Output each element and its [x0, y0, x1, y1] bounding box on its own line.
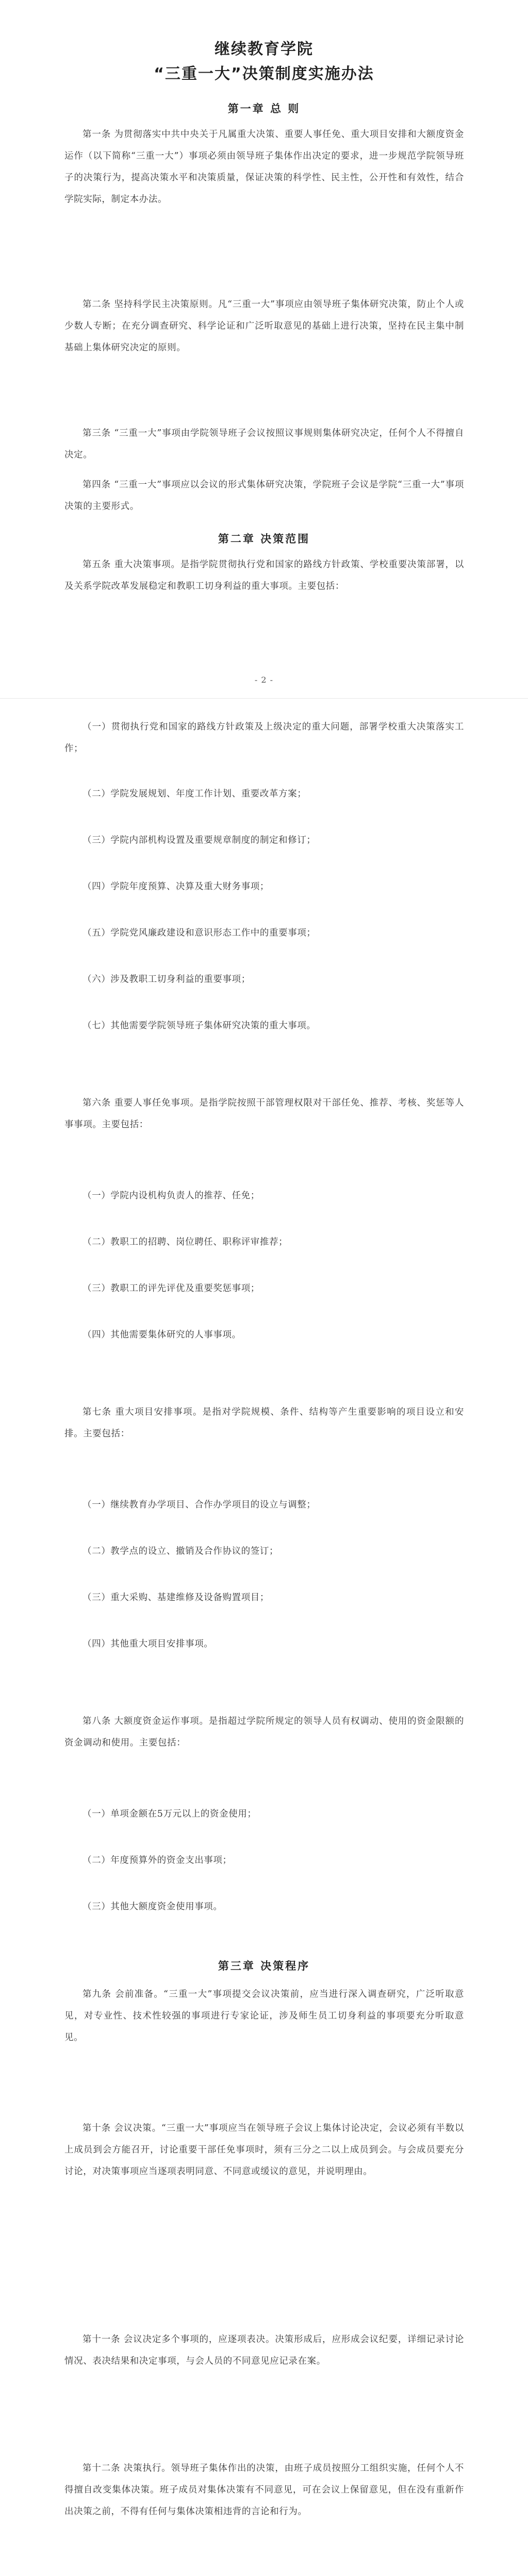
paragraph: （四）其他重大项目安排事项。 [82, 1639, 213, 1649]
paragraph: （一）继续教育办学项目、合作办学项目的设立与调整； [82, 1500, 316, 1510]
paragraph: （二）教职工的招聘、岗位聘任、职称评审推荐； [82, 1237, 288, 1247]
paragraph: （三）学院内部机构设置及重要规章制度的制定和修订； [82, 835, 316, 845]
title-line-1: 继续教育学院 [214, 40, 314, 58]
paragraph: 第十一条 会议决定多个事项的，应逐项表决。决策形成后，应形成会议纪要，详细记录讨论情况、表决结果和决定事项，与会人员的不同意见应记录在案。 [64, 2334, 464, 2366]
paragraph: （四）学院年度预算、决算及重大财务事项； [82, 882, 269, 892]
paragraph: 第九条 会前准备。“三重一大”事项提交会议决策前，应当进行深入调查研究，广泛听取意见，对专业性、技术性较强的事项进行专家论证，涉及师生员工切身利益的事项要充分听取意见。 [64, 1989, 464, 2043]
title-line-2: “三重一大”决策制度实施办法 [154, 65, 374, 83]
paragraph: 第三条 “三重一大”事项由学院领导班子会议按照议事规则集体研究决定，任何个人不得擅自决定。 [64, 428, 464, 460]
paragraph: 第二条 坚持科学民主决策原则。凡“三重一大”事项应由领导班子集体研究决策，防止个人或少数人专断；在充分调查研究、科学论证和广泛听取意见的基础上进行决策，坚持在民主集中制基础上集体研究决定的原则。 [64, 299, 464, 353]
paragraph: （四）其他需要集体研究的人事事项。 [82, 1330, 241, 1340]
page-number: - 2 - [254, 675, 274, 685]
chapter-1-heading: 第一章 总 则 [227, 103, 301, 115]
paragraph: （一）贯彻执行党和国家的路线方针政策及上级决定的重大问题，部署学校重大决策落实工作； [64, 722, 464, 754]
paragraph: （三）重大采购、基建维修及设备购置项目； [82, 1592, 269, 1603]
paragraph: 第六条 重要人事任免事项。是指学院按照干部管理权限对干部任免、推荐、考核、奖惩等人事事项。主要包括： [64, 1098, 464, 1130]
paragraph: （二）教学点的设立、撤销及合作协议的签订； [82, 1546, 279, 1556]
paragraph: （二）学院发展规划、年度工作计划、重要改革方案； [82, 789, 307, 799]
paragraph: （一）单项金额在5万元以上的资金使用； [82, 1809, 257, 1819]
paragraph: （五）学院党风廉政建设和意识形态工作中的重要事项； [82, 928, 316, 938]
paragraph: 第十二条 决策执行。领导班子集体作出的决策，由班子成员按照分工组织实施，任何个人不得擅自改变集体决策。班子成员对集体决策有不同意见，可在会议上保留意见，但在没有重新作出决策之前，不得有任何与集体决策相违背的言论和行为。 [64, 2463, 464, 2517]
paragraph: （三）教职工的评先评优及重要奖惩事项； [82, 1283, 260, 1294]
chapter-3-heading: 第三章 决策程序 [218, 1960, 310, 1972]
paragraph: 第七条 重大项目安排事项。是指对学院规模、条件、结构等产生重要影响的项目设立和安排。主要包括： [64, 1407, 464, 1439]
paragraph: （一）学院内设机构负责人的推荐、任免； [82, 1191, 260, 1201]
paragraph: 第十条 会议决策。“三重一大”事项应当在领导班子会议上集体讨论决定，会议必须有半数以上成员到会方能召开，讨论重要干部任免事项时，须有三分之二以上成员到会。与会成员要充分讨论，对决策事项应当逐项表明同意、不同意或缓议的意见，并说明理由。 [64, 2123, 464, 2177]
page-divider [0, 698, 528, 699]
paragraph: 第八条 大额度资金运作事项。是指超过学院所规定的领导人员有权调动、使用的资金限额的资金调动和使用。主要包括： [64, 1716, 464, 1748]
paragraph: （二）年度预算外的资金支出事项； [82, 1855, 232, 1866]
paragraph: 第五条 重大决策事项。是指学院贯彻执行党和国家的路线方针政策、学校重要决策部署，以及关系学院改革发展稳定和教职工切身利益的重大事项。主要包括： [64, 560, 464, 591]
paragraph: （六）涉及教职工切身利益的重要事项； [82, 974, 251, 985]
paragraph: （七）其他需要学院领导班子集体研究决策的重大事项。 [82, 1021, 316, 1031]
paragraph: 第四条 “三重一大”事项应以会议的形式集体研究决策，学院班子会议是学院“三重一大”事项决策的主要形式。 [64, 480, 464, 512]
chapter-2-heading: 第二章 决策范围 [218, 533, 310, 545]
paragraph: （三）其他大额度资金使用事项。 [82, 1902, 223, 1912]
paragraph: 第一条 为贯彻落实中共中央关于凡属重大决策、重要人事任免、重大项目安排和大额度资金运作（以下简称“三重一大”）事项必须由领导班子集体作出决定的要求，进一步规范学院领导班子的决策行为，提高决策水平和决策质量，保证决策的科学性、民主性，公开性和有效性，结合学院实际，制定本办法。 [64, 129, 464, 205]
